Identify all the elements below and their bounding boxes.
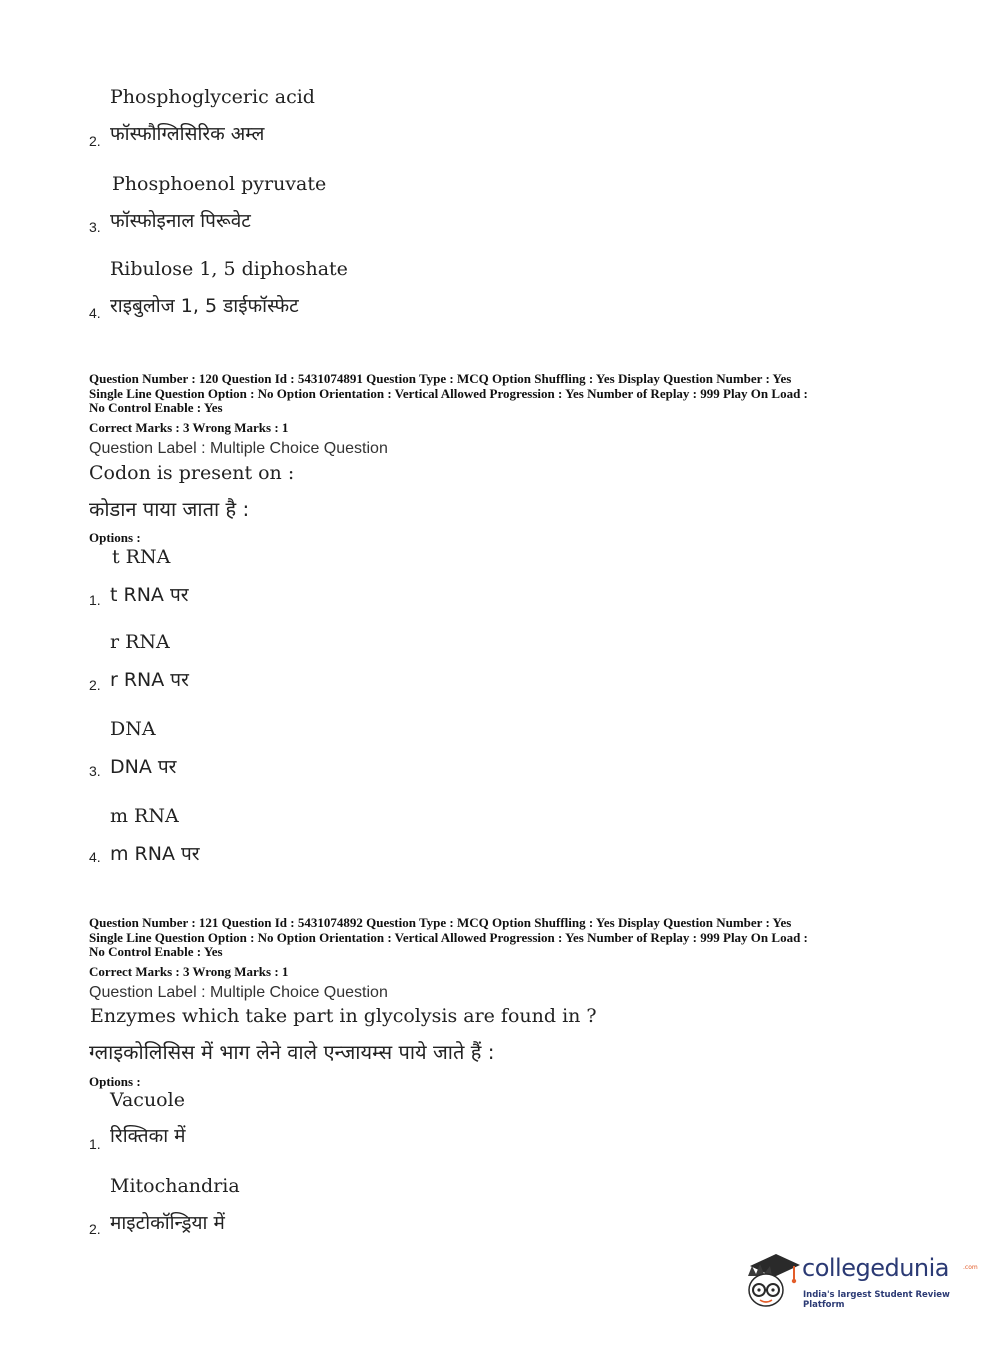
option-4-number: 4.	[89, 849, 101, 865]
option-1-en: t RNA	[112, 546, 171, 568]
option-4-hi: m RNA पर	[110, 843, 200, 865]
option-2-number: 2.	[89, 1221, 101, 1237]
option-1-hi: रिक्तिका में	[110, 1125, 186, 1147]
option-3-number: 3.	[89, 219, 101, 235]
logo-wordmark: collegedunia	[802, 1254, 950, 1282]
collegedunia-logo[interactable]	[742, 1250, 978, 1312]
option-2-en: Mitochandria	[110, 1175, 240, 1197]
option-2-hi: r RNA पर	[110, 669, 189, 691]
option-1-hi: t RNA पर	[110, 584, 189, 606]
option-2-hi: माइटोकॉन्ड्रिया में	[110, 1212, 225, 1234]
option-1-number: 1.	[89, 1136, 101, 1152]
question-text-hi: कोडान पाया जाता है :	[89, 497, 250, 521]
option-4-hi: राइबुलोज 1, 5 डाईफॉस्फेट	[110, 295, 299, 317]
option-2-en: Phosphoglyceric acid	[110, 86, 315, 108]
question-label: Question Label : Multiple Choice Question	[89, 984, 388, 1001]
option-2-number: 2.	[89, 133, 101, 149]
question-label: Question Label : Multiple Choice Question	[89, 440, 388, 457]
question-meta-line-2: Single Line Question Option : No Option Orientation : Vertical Allowed Progression : Yes Number of Replay : 999 Play On Load :	[89, 929, 808, 945]
option-2-hi: फॉस्फौग्लिसिरिक अम्ल	[110, 123, 265, 145]
options-label: Options :	[89, 1074, 141, 1089]
option-4-number: 4.	[89, 305, 101, 321]
option-3-hi: फॉस्फोइनाल पिरूवेट	[110, 210, 251, 232]
question-meta-line-3: No Control Enable : Yes	[89, 400, 223, 415]
question-text-hi: ग्लाइकोलिसिस में भाग लेने वाले एन्जायम्स पाये जाते हैं :	[89, 1040, 495, 1064]
option-1-en: Vacuole	[110, 1089, 185, 1111]
option-3-number: 3.	[89, 763, 101, 779]
question-text-en: Enzymes which take part in glycolysis are found in ?	[90, 1005, 597, 1027]
options-label: Options :	[89, 530, 141, 545]
question-meta-line-2: Single Line Question Option : No Option Orientation : Vertical Allowed Progression : Yes Number of Replay : 999 Play On Load :	[89, 385, 808, 401]
question-marks: Correct Marks : 3 Wrong Marks : 1	[89, 964, 289, 979]
logo-tagline: India's largest Student Review Platform	[803, 1290, 950, 1310]
option-1-number: 1.	[89, 592, 101, 608]
question-meta-line-1: Question Number : 120 Question Id : 5431074891 Question Type : MCQ Option Shuffling : Yes Display Question Number : Yes	[89, 371, 792, 386]
option-4-en: Ribulose 1, 5 diphoshate	[110, 258, 348, 280]
student-mascot-icon	[742, 1250, 800, 1312]
option-2-number: 2.	[89, 677, 101, 693]
question-meta-line-1: Question Number : 121 Question Id : 5431074892 Question Type : MCQ Option Shuffling : Yes Display Question Number : Yes	[89, 915, 792, 930]
logo-domain-suffix: .com	[963, 1264, 978, 1271]
option-3-hi: DNA पर	[110, 756, 177, 778]
option-2-en: r RNA	[110, 631, 170, 653]
question-text-en: Codon is present on :	[89, 462, 295, 484]
option-3-en: Phosphoenol pyruvate	[112, 173, 327, 195]
question-meta-line-3: No Control Enable : Yes	[89, 944, 223, 959]
question-marks: Correct Marks : 3 Wrong Marks : 1	[89, 420, 289, 435]
option-3-en: DNA	[110, 718, 156, 740]
option-4-en: m RNA	[110, 805, 179, 827]
